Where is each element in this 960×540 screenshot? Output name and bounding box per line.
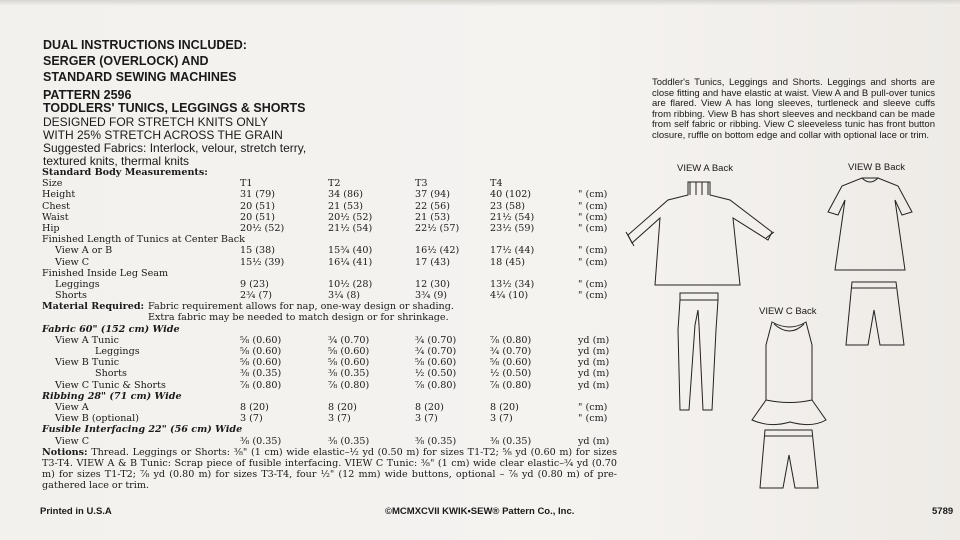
- row-label: Extra fabric may be needed to match design or for shrinkage.: [148, 312, 449, 324]
- pattern-number: PATTERN 2596: [43, 88, 132, 102]
- size-value: 21½ (54): [490, 211, 535, 223]
- view-c-shorts-drawing: [760, 430, 818, 488]
- size-value: 17 (43): [415, 256, 450, 268]
- view-b-tunic-drawing: [828, 178, 912, 270]
- size-value: ¾ (0.70): [415, 346, 457, 357]
- size-value: ⅞ (0.80): [490, 379, 532, 391]
- size-value: 15½ (39): [240, 256, 285, 268]
- size-value: T3: [415, 178, 428, 190]
- header-line: STANDARD SEWING MACHINES: [43, 70, 237, 84]
- size-value: 9 (23): [240, 278, 269, 290]
- size-value: 18 (45): [490, 256, 525, 268]
- row-label: Height: [42, 189, 76, 201]
- size-value: 40 (102): [490, 189, 532, 201]
- size-value: 15¾ (40): [328, 245, 373, 257]
- size-value: 8 (20): [415, 401, 444, 413]
- size-value: ⅞ (0.80): [240, 379, 282, 391]
- size-value: ¾ (0.70): [490, 346, 532, 357]
- row-label: View C Tunic & Shorts: [55, 379, 166, 391]
- row-label: Material Required:: [42, 301, 145, 313]
- size-value: 3 (7): [415, 413, 438, 425]
- unit: " (cm): [578, 278, 608, 290]
- pattern-title: TODDLERS' TUNICS, LEGGINGS & SHORTS: [43, 101, 306, 115]
- size-value: 23½ (59): [490, 222, 535, 234]
- size-value: 31 (79): [240, 189, 275, 201]
- unit: " (cm): [578, 189, 608, 201]
- row-label: View B (optional): [55, 413, 139, 425]
- unit: " (cm): [578, 245, 608, 257]
- view-a-label: VIEW A Back: [677, 163, 733, 174]
- size-value: 34 (86): [328, 189, 363, 201]
- row-label: Shorts: [95, 368, 127, 380]
- size-value: 16¼ (41): [328, 256, 373, 268]
- row-label: View C: [55, 435, 90, 447]
- unit: " (cm): [578, 401, 608, 413]
- size-value: 2¾ (7): [240, 290, 273, 302]
- size-value: 3 (7): [328, 413, 351, 425]
- size-value: T2: [328, 178, 341, 190]
- size-value: ⅜ (0.35): [415, 435, 457, 447]
- size-value: 3 (7): [240, 413, 263, 425]
- unit: yd (m): [578, 357, 610, 369]
- size-value: 8 (20): [328, 401, 357, 413]
- size-value: 20½ (52): [240, 222, 285, 234]
- size-value: 4¼ (10): [490, 290, 529, 302]
- row-label: View A: [55, 401, 89, 413]
- view-c-label: VIEW C Back: [759, 306, 817, 317]
- size-value: 12 (30): [415, 278, 450, 290]
- size-value: 3¼ (8): [328, 290, 361, 302]
- size-value: 20½ (52): [328, 211, 373, 223]
- size-value: 8 (20): [490, 401, 519, 413]
- size-value: ¾ (0.70): [328, 334, 370, 346]
- row-label: View A Tunic: [55, 334, 119, 346]
- row-text: Fabric requirement allows for nap, one-way design or shading.: [148, 301, 454, 313]
- row-label: Standard Body Measurements:: [42, 167, 208, 178]
- row-label: Shorts: [55, 290, 87, 302]
- size-value: 16½ (42): [415, 245, 460, 257]
- notions-text: Thread. Leggings or Shorts: ⅜" (1 cm) wide elastic–½ yd (0.50 m) for sizes T1-T2; ⅝ yd (0.60 m) for sizes T3-T4. VIEW A & B Tunic: Scrap piece of fusible interfacing. VIEW C Tunic: ⅜" (1 cm) wide clear elastic–¾ yd (0.70 m) for sizes T1-T2; ⅞ yd (0.80 m) for sizes T3-T4, four ½" (12 mm) wide buttons, optional – ⅞ yd (0.80 m) of pre-gathered lace or trim.: [42, 446, 617, 492]
- unit: yd (m): [578, 368, 610, 380]
- size-value: 17½ (44): [490, 245, 535, 257]
- size-value: ⅝ (0.60): [490, 357, 532, 369]
- size-value: 13½ (34): [490, 278, 535, 290]
- unit: yd (m): [578, 379, 610, 391]
- printed-in: Printed in U.S.A: [40, 506, 112, 517]
- row-label: Waist: [42, 211, 69, 223]
- unit: " (cm): [578, 222, 608, 234]
- header-line: DUAL INSTRUCTIONS INCLUDED:: [43, 38, 247, 52]
- size-value: ⅝ (0.60): [240, 346, 282, 357]
- row-label: Leggings: [55, 278, 100, 290]
- view-a-tunic-drawing: [626, 182, 774, 285]
- stretch-line: WITH 25% STRETCH ACROSS THE GRAIN: [43, 128, 283, 142]
- pattern-description: Toddler's Tunics, Leggings and Shorts. Leggings and shorts are close fitting and have elastic at waist. View A and B pull-over tunics are flared. View A has long sleeves, turtleneck and sleeve cuffs from ribbing. View B has short sleeves and neckband can be made from self fabric or ribbing. View C sleeveless tunic has front button closure, ruffle on bottom edge and collar with optional lace or trim.: [652, 77, 935, 141]
- row-label: Finished Inside Leg Seam: [42, 267, 169, 279]
- unit: " (cm): [578, 290, 608, 302]
- row-label: Hip: [42, 222, 60, 234]
- unit: yd (m): [578, 334, 610, 346]
- size-value: ⅜ (0.35): [490, 435, 532, 447]
- size-value: 22 (56): [415, 200, 450, 212]
- size-value: ⅜ (0.35): [240, 435, 282, 447]
- row-label: View A or B: [55, 245, 113, 257]
- row-label: Finished Length of Tunics at Center Back: [42, 234, 245, 246]
- size-value: ½ (0.50): [415, 368, 457, 380]
- size-value: ⅝ (0.60): [328, 346, 370, 357]
- size-value: 3 (7): [490, 413, 513, 425]
- size-value: 21 (53): [415, 211, 450, 223]
- unit: " (cm): [578, 413, 608, 425]
- size-value: ⅞ (0.80): [415, 379, 457, 391]
- fabrics-line: Suggested Fabrics: Interlock, velour, stretch terry,: [43, 141, 307, 155]
- size-value: 20 (51): [240, 200, 275, 212]
- size-value: ⅞ (0.80): [490, 334, 532, 346]
- view-b-shorts-drawing: [846, 282, 904, 345]
- size-value: ⅞ (0.80): [328, 379, 370, 391]
- unit: " (cm): [578, 200, 608, 212]
- size-value: 22½ (57): [415, 222, 460, 234]
- fabrics-line: textured knits, thermal knits: [43, 154, 190, 168]
- size-value: 20 (51): [240, 211, 275, 223]
- row-label: Fusible Interfacing 22" (56 cm) Wide: [42, 424, 243, 436]
- pattern-code: 5789: [932, 506, 954, 517]
- size-value: ⅝ (0.60): [240, 334, 282, 346]
- view-a-leggings-drawing: [678, 293, 718, 410]
- size-value: 23 (58): [490, 200, 525, 212]
- size-value: ⅝ (0.60): [240, 357, 282, 369]
- size-value: 15 (38): [240, 245, 275, 257]
- row-label: View B Tunic: [55, 357, 120, 369]
- unit: " (cm): [578, 211, 608, 223]
- size-value: ⅜ (0.35): [328, 368, 370, 380]
- size-value: T1: [240, 178, 253, 190]
- size-value: 8 (20): [240, 401, 269, 413]
- size-value: ½ (0.50): [490, 368, 532, 380]
- row-label: Fabric 60" (152 cm) Wide: [42, 323, 180, 335]
- size-value: ⅜ (0.35): [240, 368, 282, 380]
- size-value: ¾ (0.70): [415, 334, 457, 346]
- size-value: 3¾ (9): [415, 290, 448, 302]
- row-label: Ribbing 28" (71 cm) Wide: [42, 390, 182, 402]
- size-value: ⅜ (0.35): [328, 435, 370, 447]
- unit: yd (m): [578, 435, 610, 447]
- unit: yd (m): [578, 346, 610, 357]
- stretch-line: DESIGNED FOR STRETCH KNITS ONLY: [43, 115, 269, 129]
- size-value: 21½ (54): [328, 222, 373, 234]
- view-c-tunic-drawing: [752, 322, 826, 425]
- size-value: 21 (53): [328, 200, 363, 212]
- copyright: ©MCMXCVII KWIK•SEW® Pattern Co., Inc.: [385, 506, 575, 517]
- size-value: 37 (94): [415, 189, 450, 201]
- row-label: View C: [55, 256, 90, 268]
- view-b-label: VIEW B Back: [848, 162, 906, 173]
- size-value: ⅝ (0.60): [328, 357, 370, 369]
- size-value: ⅝ (0.60): [415, 357, 457, 369]
- row-label: Size: [42, 178, 63, 190]
- size-value: T4: [490, 178, 503, 190]
- unit: " (cm): [578, 256, 608, 268]
- notions-label: Notions:: [42, 446, 88, 458]
- size-value: 10½ (28): [328, 278, 373, 290]
- header-line: SERGER (OVERLOCK) AND: [43, 54, 209, 68]
- row-label: Chest: [42, 200, 70, 212]
- row-label: Leggings: [95, 346, 140, 357]
